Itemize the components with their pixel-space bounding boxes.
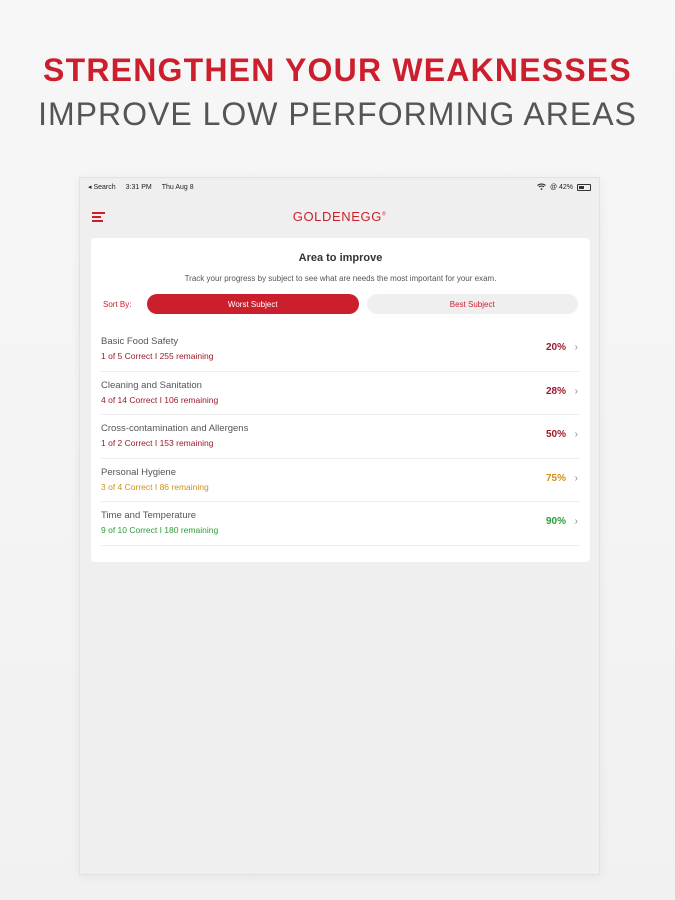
golden-egg-logo: GOLDENEGG® (292, 208, 387, 224)
subject-detail: 3 of 4 Correct I 86 remaining (101, 481, 209, 492)
chevron-right-icon: › (574, 472, 578, 484)
subject-percent: 20% (545, 342, 566, 353)
subject-detail: 1 of 5 Correct I 255 remaining (101, 351, 214, 361)
battery-percent: @ 42% (549, 183, 573, 191)
subject-name: Cleaning and Sanitation (101, 379, 202, 391)
subject-list (101, 328, 580, 546)
subject-percent: 90% (545, 516, 566, 527)
navigation-bar (80, 196, 599, 236)
sort-control (103, 294, 578, 314)
wifi-icon (537, 183, 546, 192)
sort-label: Sort By: (103, 299, 132, 309)
subject-row[interactable] (101, 328, 580, 372)
headline-primary: STRENGTHEN YOUR WEAKNESSES (43, 52, 632, 88)
subject-row[interactable] (101, 415, 580, 459)
card-title: Area to improve (298, 252, 383, 264)
subject-name: Basic Food Safety (101, 336, 179, 347)
best-subject-tab[interactable]: Best Subject (367, 294, 579, 314)
chevron-right-icon: › (574, 516, 578, 527)
subject-row[interactable] (101, 372, 580, 416)
subject-percent: 75% (545, 472, 566, 484)
headline-secondary: IMPROVE LOW PERFORMING AREAS (38, 96, 637, 132)
back-to-search-link[interactable]: ◂ Search (88, 184, 116, 191)
subject-detail: 4 of 14 Correct I 106 remaining (101, 394, 219, 405)
chevron-right-icon: › (574, 429, 578, 440)
chevron-right-icon: › (574, 385, 578, 397)
subject-detail: 1 of 2 Correct I 153 remaining (101, 438, 214, 448)
battery-icon (577, 184, 591, 191)
subject-name: Time and Temperature (101, 510, 197, 521)
subject-name: Personal Hygiene (101, 466, 176, 478)
subject-row[interactable] (101, 502, 580, 546)
status-bar (80, 178, 599, 196)
subject-percent: 28% (545, 385, 566, 397)
chevron-right-icon: › (574, 342, 578, 353)
device-screen (79, 177, 600, 875)
card-subtitle: Track your progress by subject to see what are needs the most important for your exam. (184, 274, 497, 283)
menu-icon[interactable] (92, 212, 105, 221)
status-date: Thu Aug 8 (161, 183, 194, 191)
area-to-improve-card (91, 238, 590, 562)
status-time: 3:31 PM (125, 183, 152, 191)
subject-percent: 50% (545, 429, 566, 440)
subject-name: Cross-contamination and Allergens (101, 423, 249, 434)
subject-detail: 9 of 10 Correct I 180 remaining (101, 525, 219, 535)
worst-subject-tab[interactable]: Worst Subject (147, 294, 359, 314)
subject-row[interactable] (101, 459, 580, 503)
